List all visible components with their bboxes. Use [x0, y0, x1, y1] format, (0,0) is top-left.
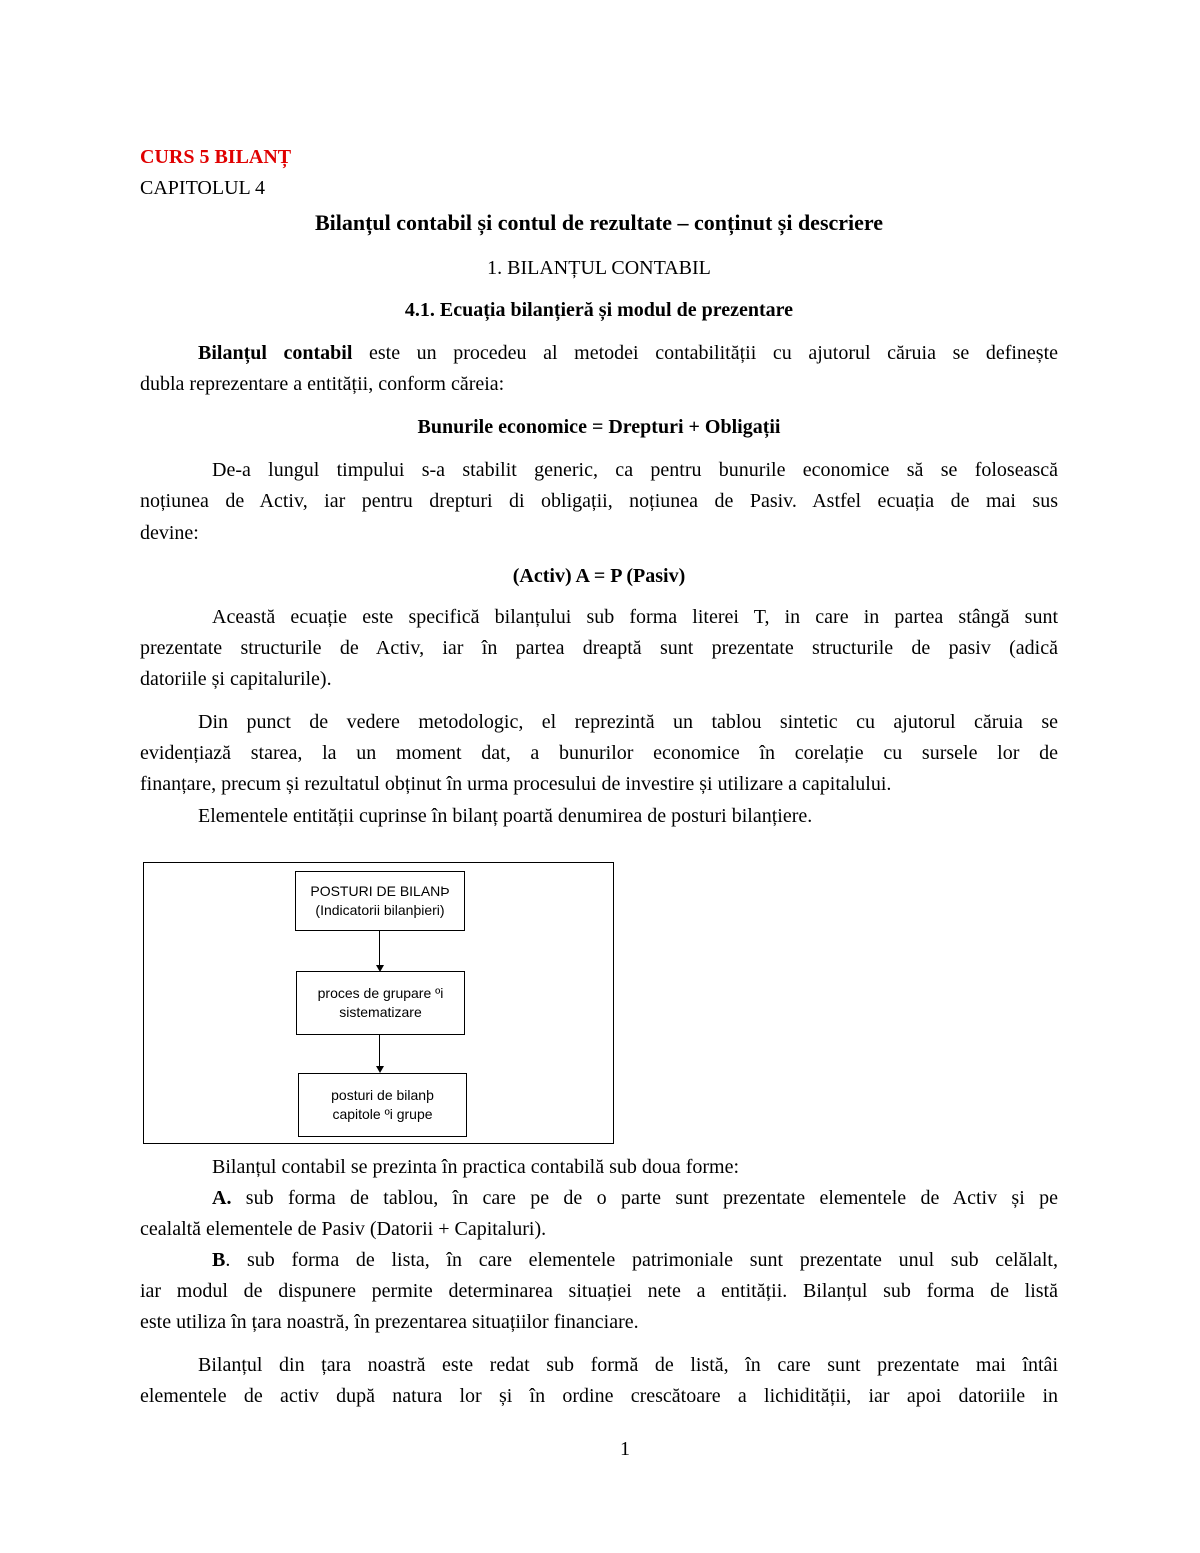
chapter-label: CAPITOLUL 4	[140, 177, 265, 199]
paragraph-2-line-3: devine:	[140, 522, 199, 544]
paragraph-5-line-1: Bilanțul contabil se prezinta în practica contabilă sub doua forme:	[212, 1156, 740, 1178]
main-title: Bilanțul contabil și contul de rezultate – conținut și descriere	[314, 210, 884, 235]
paragraph-3-line-3: datoriile și capitalurile).	[140, 668, 332, 690]
equation-2: (Activ) A = P (Pasiv)	[512, 565, 686, 587]
diagram-box-posturi-de-bilant: POSTURI DE BILANÞ (Indicatorii bilanþieri)	[295, 871, 465, 931]
paragraph-3-line-2: prezentate structurile de Activ, iar în partea dreaptă sunt prezentate structurile de pasiv (adică	[140, 637, 1058, 659]
diagram-connector-1	[379, 931, 380, 966]
form-b-line-2: iar modul de dispunere permite determinarea situației nete a entității. Bilanțul sub forma de listă	[140, 1280, 1058, 1302]
paragraph-3-line-1: Această ecuație este specifică bilanțului sub forma literei T, in care in partea stângă sunt	[212, 606, 1058, 628]
paragraph-4-line-2: evidențiază starea, la un moment dat, a bunurilor economice în corelație cu sursele lor de	[140, 742, 1058, 764]
diagram-connector-2	[379, 1035, 380, 1067]
paragraph-1-line-1: Bilanțul contabil este un procedeu al metodei contabilității cu ajutorul căruia se definește	[198, 342, 1058, 364]
form-b-line-1: B. sub forma de lista, în care elementele patrimoniale sunt prezentate unul sub celălalt,	[212, 1249, 1058, 1271]
paragraph-4-line-1: Din punct de vedere metodologic, el reprezintă un tablou sintetic cu ajutorul căruia se	[198, 711, 1058, 733]
paragraph-4-line-4: Elementele entității cuprinse în bilanț poartă denumirea de posturi bilanțiere.	[198, 805, 813, 827]
form-a-line-2: cealaltă elementele de Pasiv (Datorii + Capitaluri).	[140, 1218, 547, 1240]
subsection-title: 4.1. Ecuația bilanțieră și modul de prezentare	[404, 299, 794, 321]
diagram-box-posturi-capitole: posturi de bilanþ capitole ºi grupe	[298, 1073, 467, 1137]
paragraph-2-line-2: noțiunea de Activ, iar pentru drepturi di obligații, noțiunea de Pasiv. Astfel ecuația de mai sus	[140, 490, 1058, 512]
diagram-box-proces-grupare: proces de grupare ºi sistematizare	[296, 971, 465, 1035]
form-b-label: B	[212, 1249, 226, 1271]
paragraph-2-line-1: De-a lungul timpului s-a stabilit generic, ca pentru bunurile economice să se folosească	[212, 459, 1058, 481]
form-b-line-3: este utiliza în țara noastră, în prezentarea situațiilor financiare.	[140, 1311, 639, 1333]
term-bilant-contabil: Bilanțul contabil	[198, 342, 353, 364]
equation-1: Bunurile economice = Drepturi + Obligații	[417, 416, 781, 438]
section-title: 1. BILANȚUL CONTABIL	[487, 257, 711, 279]
paragraph-4-line-3: finanțare, precum și rezultatul obținut în urma procesului de investire și utilizare a capitalului.	[140, 773, 892, 795]
page-number: 1	[620, 1438, 630, 1460]
paragraph-6-line-1: Bilanțul din țara noastră este redat sub formă de listă, în care sunt prezentate mai întâi	[198, 1354, 1058, 1376]
paragraph-1-line-2: dubla reprezentare a entității, conform căreia:	[140, 373, 505, 395]
arrow-down-icon	[376, 1066, 384, 1073]
form-a-label: A.	[212, 1187, 232, 1209]
form-a-line-1: A. sub forma de tablou, în care pe de o parte sunt prezentate elementele de Activ și pe	[212, 1187, 1058, 1209]
course-title: CURS 5 BILANȚ	[140, 146, 292, 168]
paragraph-6-line-2: elementele de activ după natura lor și în ordine crescătoare a lichidității, iar apoi datoriile in	[140, 1385, 1058, 1407]
posturi-bilant-diagram	[143, 862, 614, 1144]
